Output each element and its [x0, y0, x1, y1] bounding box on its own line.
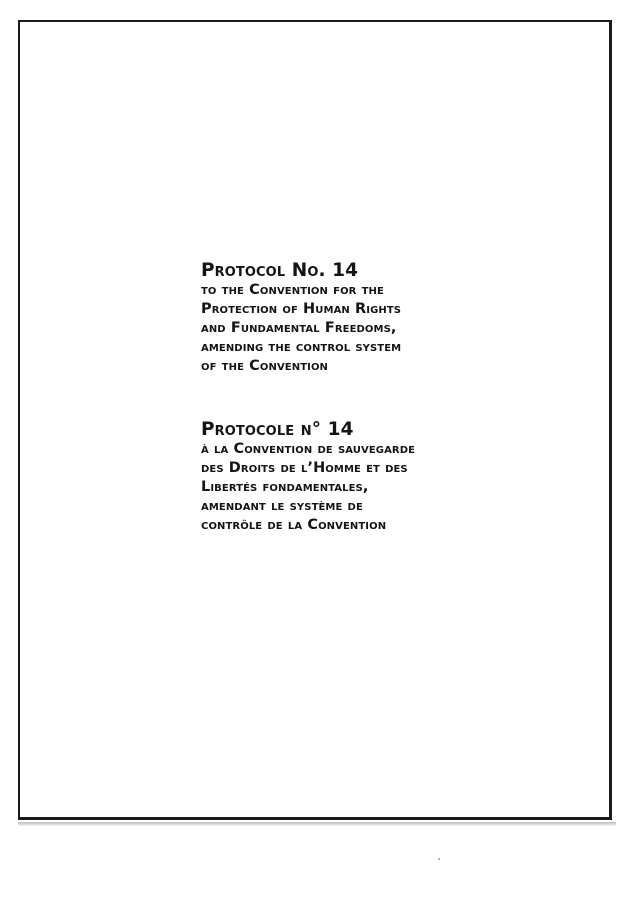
french-line-4: amendant le système de [201, 498, 363, 514]
french-title-block [201, 419, 501, 535]
page-shadow [18, 822, 616, 826]
english-line-2: Protection of Human Rights [201, 301, 402, 317]
scan-speck [438, 858, 440, 860]
french-line-3: Libertés fondamentales, [201, 479, 369, 495]
french-line-2: des Droits de l’Homme et des [201, 460, 408, 476]
english-title: Protocol No. 14 [201, 260, 359, 281]
english-line-1: to the Convention for the [201, 282, 384, 298]
english-line-5: of the Convention [201, 358, 329, 374]
french-line-1: à la Convention de sauvegarde [201, 441, 416, 457]
french-line-5: contrôle de la Convention [201, 517, 387, 533]
english-title-block [201, 260, 501, 376]
english-line-3: and Fundamental Freedoms, [201, 320, 397, 336]
english-line-4: amending the control system [201, 339, 402, 355]
french-title: Protocole n° 14 [201, 419, 354, 440]
